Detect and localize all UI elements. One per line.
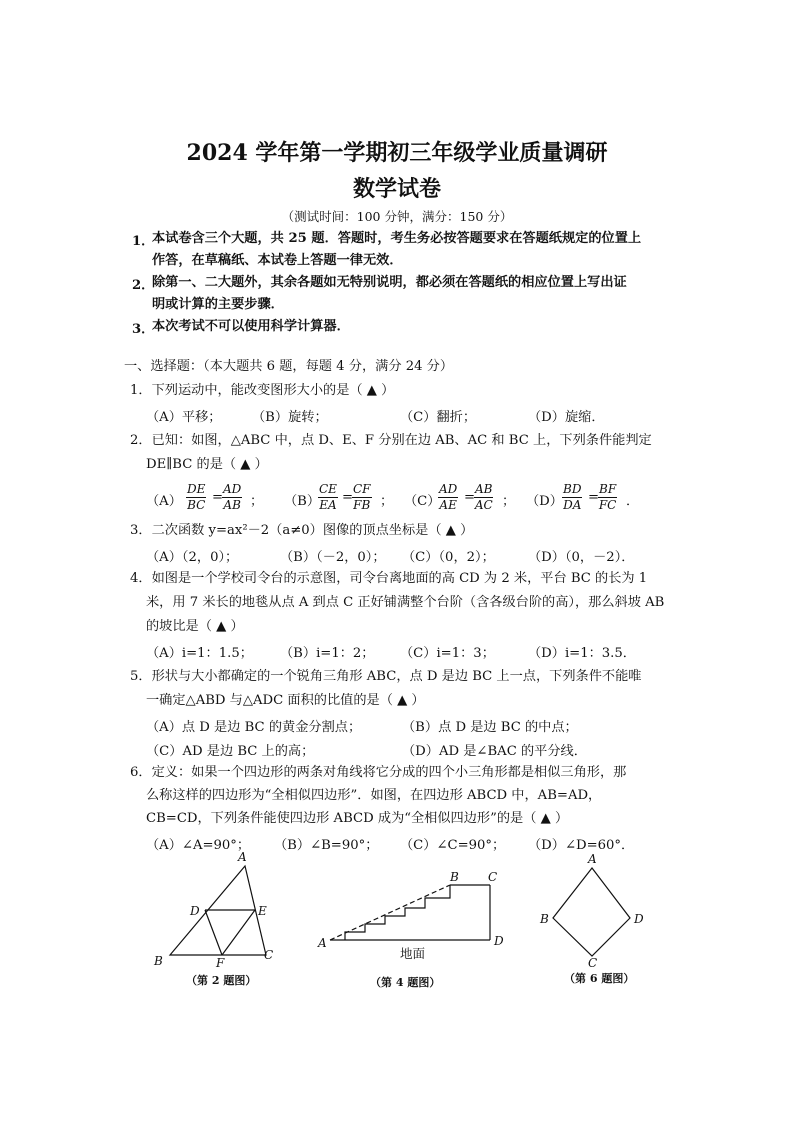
q2-option-b-label: （B） <box>284 494 321 509</box>
instruction-line: 除第一、二大题外，其余各题如无特别说明，都必须在答题纸的相应位置上写出证 <box>152 275 627 290</box>
fraction: $\frac{CF}{FB}$ <box>353 482 371 512</box>
q2-option-d-label: （D） <box>526 494 563 509</box>
q3-option-c: （C）（0，2）； <box>402 550 495 565</box>
q4-option-a: （A）i=1：1.5； <box>146 646 253 661</box>
fig6-label-d: D <box>634 912 644 926</box>
q5-option-b: （B）点 D 是边 BC 的中点； <box>402 720 578 735</box>
q3-option-b: （B）（－2，0）； <box>280 550 386 565</box>
ground-label: 地面 <box>400 946 426 961</box>
question-4-stem: 的坡比是（ ▲ ） <box>146 619 244 634</box>
fig4-label-b: B <box>450 870 459 884</box>
exam-title: 2024 学年第一学期初三年级学业质量调研 <box>186 140 608 166</box>
fraction: $\frac{AD}{AE}$ <box>439 482 458 512</box>
q2-option-c-label: （C） <box>404 494 441 509</box>
fraction: $\frac{BD}{DA}$ <box>563 482 582 512</box>
q6-option-c: （C）∠C=90°； <box>400 838 506 853</box>
figure-4-caption: （第 4 题图） <box>370 976 441 989</box>
q5-option-d: （D）AD 是∠BAC 的平分线． <box>402 744 587 759</box>
fig2-label-e: E <box>258 904 267 918</box>
q1-option-b: （B）旋转； <box>252 410 328 425</box>
q4-option-c: （C）i=1：3； <box>400 646 495 661</box>
fig6-label-b: B <box>540 912 549 926</box>
equals-sign: = <box>342 490 354 505</box>
instruction-number: 3． <box>132 322 155 337</box>
instruction-line: 明或计算的主要步骤． <box>152 297 284 312</box>
fraction: $\frac{AD}{AB}$ <box>223 482 242 512</box>
q3-option-d: （D）（0，－2）． <box>528 550 635 565</box>
fraction: $\frac{DE}{BC}$ <box>187 482 206 512</box>
equals-sign: = <box>212 490 224 505</box>
q4-option-d: （D）i=1：3.5． <box>528 646 636 661</box>
instruction-number: 2． <box>132 278 155 293</box>
question-5-stem: 5．形状与大小都确定的一个锐角三角形 ABC，点 D 是边 BC 上一点，下列条件不能唯 <box>130 669 642 684</box>
question-2-stem: DE∥BC 的是（ ▲ ） <box>146 457 268 472</box>
fig4-label-c: C <box>488 870 498 884</box>
fig6-label-a: A <box>588 852 597 866</box>
fig2-label-a: A <box>238 850 247 864</box>
exam-subtitle: 数学试卷 <box>352 176 441 202</box>
question-5-stem: 一确定△ABD 与△ADC 面积的比值的是（ ▲ ） <box>146 693 425 708</box>
time-note: （测试时间：100 分钟，满分：150 分） <box>281 209 513 224</box>
fig2-label-b: B <box>154 954 163 968</box>
figure-2-caption: （第 2 题图） <box>186 974 257 987</box>
period: ． <box>626 494 640 509</box>
question-4-stem: 米，用 7 米长的地毯从点 A 到点 C 正好铺满整个台阶（含各级台阶的高），那么斜坡 AB <box>146 595 665 610</box>
instruction-number: 1． <box>132 234 155 249</box>
q2-option-a-label: （A） <box>146 494 182 509</box>
q1-option-d: （D）旋缩． <box>528 410 605 425</box>
equals-sign: = <box>588 490 600 505</box>
question-6-stem: 么称这样的四边形为“全相似四边形”．如图，在四边形 ABCD 中，AB=AD， <box>146 788 602 803</box>
q5-option-c: （C）AD 是边 BC 上的高； <box>146 744 315 759</box>
q3-option-a: （A）（2，0）； <box>146 550 239 565</box>
fig4-label-d: D <box>494 934 504 948</box>
fig2-label-d: D <box>190 904 200 918</box>
fraction: $\frac{BF}{FC}$ <box>598 482 617 512</box>
q5-option-a: （A）点 D 是边 BC 的黄金分割点； <box>146 720 362 735</box>
equals-sign: = <box>464 490 476 505</box>
question-2-stem: 2．已知：如图，△ABC 中，点 D、E、F 分别在边 AB、AC 和 BC 上，下列条件能判定 <box>130 433 652 448</box>
fig2-label-f: F <box>216 956 225 970</box>
fig6-label-c: C <box>588 956 598 970</box>
instruction-line: 本试卷含三个大题，共 25 题．答题时，考生务必按答题要求在答题纸规定的位置上 <box>152 231 642 246</box>
fig2-label-c: C <box>264 948 274 962</box>
instruction-line: 本次考试不可以使用科学计算器． <box>152 319 350 334</box>
q6-option-a: （A）∠A=90°； <box>146 838 251 853</box>
q6-option-b: （B）∠B=90°； <box>274 838 379 853</box>
separator: ； <box>250 494 264 509</box>
q4-option-b: （B）i=1：2； <box>280 646 375 661</box>
separator: ； <box>502 494 516 509</box>
fig4-label-a: A <box>318 936 327 950</box>
figure-6-caption: （第 6 题图） <box>564 972 635 985</box>
q1-option-c: （C）翻折； <box>400 410 477 425</box>
q1-option-a: （A）平移； <box>146 410 222 425</box>
question-4-stem: 4．如图是一个学校司令台的示意图，司令台离地面的高 CD 为 2 米，平台 BC 的长为 1 <box>130 571 648 586</box>
section-heading: 一、选择题：（本大题共 6 题，每题 4 分，满分 24 分） <box>124 359 454 374</box>
instruction-line: 作答，在草稿纸、本试卷上答题一律无效． <box>152 253 403 268</box>
question-6-stem: 6．定义：如果一个四边形的两条对角线将它分成的四个小三角形都是相似三角形，那 <box>130 765 627 780</box>
question-1-stem: 1．下列运动中，能改变图形大小的是（ ▲ ） <box>130 383 395 398</box>
fraction: $\frac{CE}{EA}$ <box>319 482 337 512</box>
fraction: $\frac{AB}{AC}$ <box>474 482 493 512</box>
question-6-stem: CB=CD，下列条件能使四边形 ABCD 成为“全相似四边形”的是（ ▲ ） <box>146 811 569 826</box>
separator: ； <box>380 494 394 509</box>
q6-option-d: （D）∠D=60°． <box>528 838 635 853</box>
question-3-stem: 3．二次函数 y=ax²－2（a≠0）图像的顶点坐标是（ ▲ ） <box>130 523 474 538</box>
